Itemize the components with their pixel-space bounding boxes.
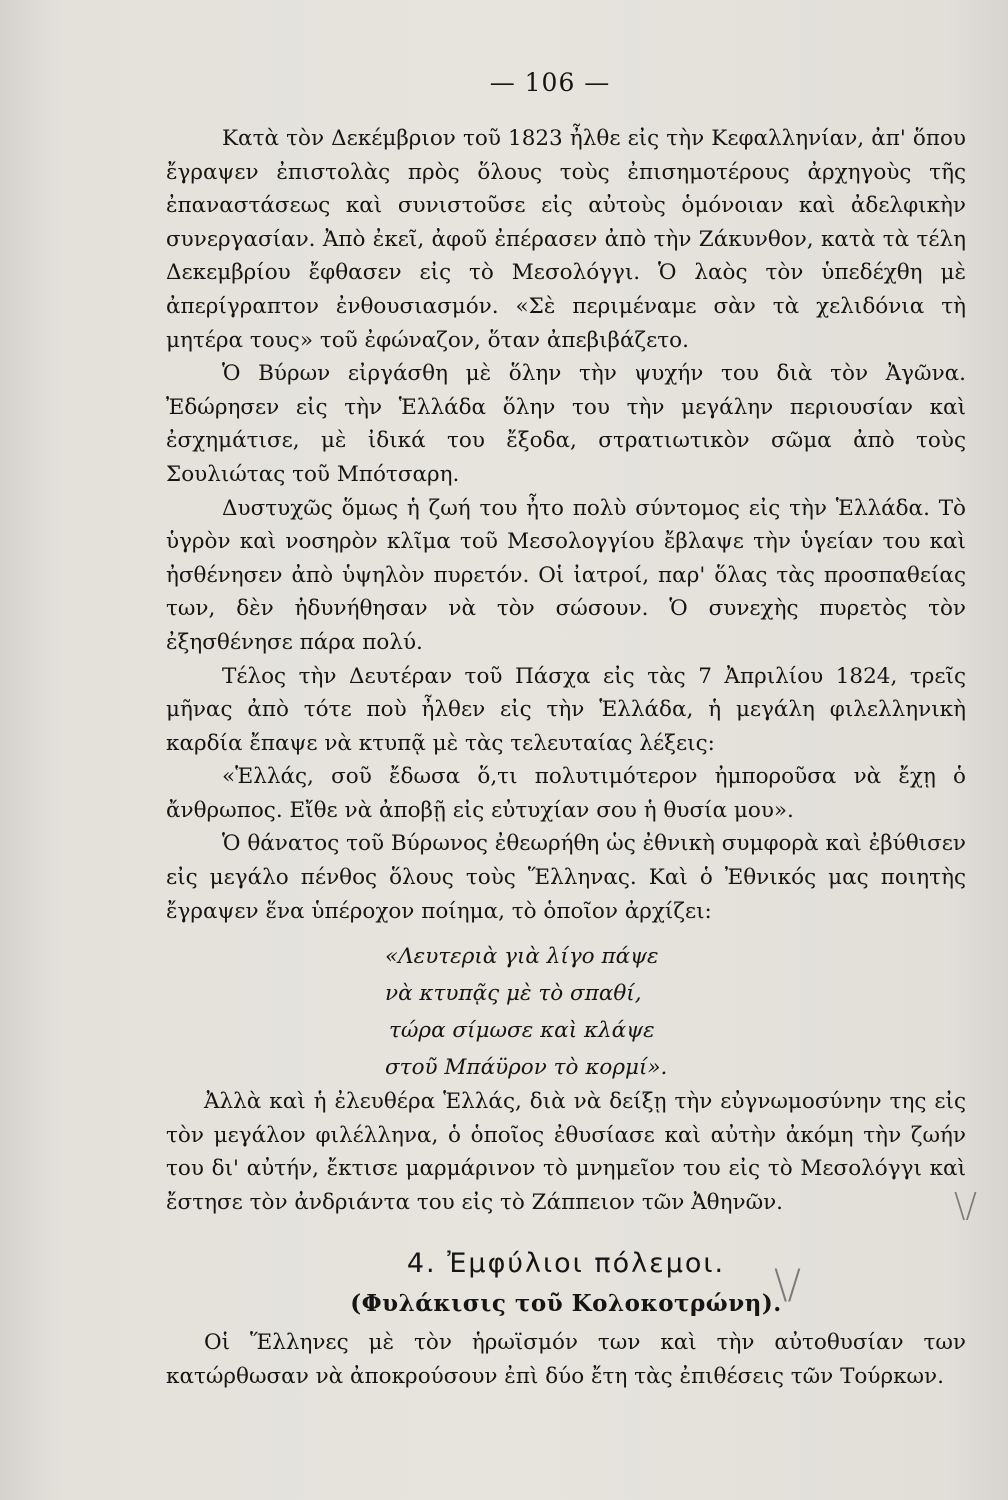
pencil-check-mark: \/ <box>774 1262 801 1308</box>
paragraph-last-words: «Ἑλλάς, σοῦ ἔδωσα ὅ,τι πολυτιμότερον ἠμποροῦσα νὰ ἔχῃ ὁ ἄνθρωπος. Εἴθε νὰ ἀποβῇ εἰς εὐτυχίαν σου ἡ θυσία μου». <box>166 764 966 823</box>
poem-stanza <box>385 938 805 1086</box>
pencil-check-mark: \/ <box>954 1186 977 1226</box>
paragraph-after-poem-block <box>166 1085 966 1219</box>
poem-line: «Λευτεριὰ γιὰ λίγο πάψε <box>385 944 659 969</box>
closing-text-block <box>166 1326 966 1393</box>
paragraph-arrival: Κατὰ τὸν Δεκέμβριον τοῦ 1823 ἦλθε εἰς τὴν Κεφαλληνίαν, ἀπ' ὅπου ἔγραψεν ἐπιστολὰς πρὸς ὅλους τοὺς ἐπισημοτέρους ἀρχηγοὺς τῆς ἐπαναστάσεως καὶ συνιστοῦσε εἰς αὐτοὺς ὁμόνοιαν καὶ ἀδελφικὴν συνεργασίαν. Ἀπὸ ἐκεῖ, ἀφοῦ ἐπέρασεν ἀπὸ τὴν Ζάκυνθον, κατὰ τὰ τέλη Δεκεμβρίου ἔφθασεν εἰς τὸ Μεσολόγγι. Ὁ λαὸς τὸν ὑπεδέχθη μὲ ἀπερίγραπτον ἐνθουσιασμόν. «Σὲ περιμέναμε σὰν τὰ χελιδόνια τὴ μητέρα τους» τοῦ ἐφώναζον, ὅταν ἀπεβιβάζετο. <box>166 126 966 353</box>
paragraph-civil-wars: Οἱ Ἕλληνες μὲ τὸν ἡρωϊσμόν των καὶ τὴν αὐτοθυσίαν των κατώρθωσαν νὰ ἀποκρούσουν ἐπὶ δύο ἔτη τὰς ἐπιθέσεις τῶν Τούρκων. <box>166 1330 966 1389</box>
section-subtitle: (Φυλάκισις τοῦ Κολοκοτρώνη). <box>350 1290 782 1317</box>
poem-line: στοῦ Μπάϋρον τὸ κορμί». <box>385 1055 668 1080</box>
section-title: 4. Ἐμφύλιοι πόλεμοι. <box>406 1248 726 1279</box>
paragraph-mourning: Ὁ θάνατος τοῦ Βύρωνος ἐθεωρήθη ὡς ἐθνικὴ συμφορὰ καὶ ἐβύθισεν εἰς μεγάλο πένθος ὅλους τοὺς Ἕλληνας. Καὶ ὁ Ἐθνικός μας ποιητὴς ἔγραψεν ἕνα ὑπέροχον ποίημα, τὸ ὁποῖον ἀρχίζει: <box>166 831 966 924</box>
page-number: — 106 — <box>489 68 611 97</box>
poem-line: τώρα σίμωσε καὶ κλάψε <box>389 1018 655 1043</box>
paragraph-monument: Ἀλλὰ καὶ ἡ ἐλευθέρα Ἑλλάς, διὰ νὰ δείξῃ τὴν εὐγνωμοσύνην της εἰς τὸν μεγάλον φιλέλληνα, ὁ ὁποῖος ἐθυσίασε καὶ αὐτὴν ἀκόμη τὴν ζωήν του δι' αὐτήν, ἔκτισε μαρμάρινον τὸ μνημεῖον του εἰς τὸ Μεσολόγγι καὶ ἔστησε τὸν ἀνδριάντα του εἰς τὸ Ζάππειον τῶν Ἀθηνῶν. <box>166 1089 966 1215</box>
paragraph-illness: Δυστυχῶς ὅμως ἡ ζωή του ἦτο πολὺ σύντομος εἰς τὴν Ἑλλάδα. Τὸ ὑγρὸν καὶ νοσηρὸν κλῖμα τοῦ Μεσολογγίου ἔβλαψε τὴν ὑγείαν του καὶ ἠσθένησεν ἀπὸ ὑψηλὸν πυρετόν. Οἱ ἰατροί, παρ' ὅλας τὰς προσπαθείας των, δὲν ἠδυνήθησαν νὰ τὸν σώσουν. Ὁ συνεχὴς πυρετὸς τὸν ἐξησθένησε πάρα πολύ. <box>166 495 966 655</box>
main-text-block <box>166 122 966 928</box>
poem-line: νὰ κτυπᾷς μὲ τὸ σπαθί, <box>385 981 642 1006</box>
paragraph-byron-work: Ὁ Βύρων εἰργάσθη μὲ ὅλην τὴν ψυχήν του διὰ τὸν Ἀγῶνα. Ἐδώρησεν εἰς τὴν Ἑλλάδα ὅλην του τὴν μεγάλην περιουσίαν καὶ ἐσχημάτισε, μὲ ἰδικά του ἔξοδα, στρατιωτικὸν σῶμα ἀπὸ τοὺς Σουλιώτας τοῦ Μπότσαρη. <box>166 361 966 487</box>
paragraph-death: Τέλος τὴν Δευτέραν τοῦ Πάσχα εἰς τὰς 7 Ἀπριλίου 1824, τρεῖς μῆνας ἀπὸ τότε ποὺ ἦλθεν εἰς τὴν Ἑλλάδα, ἡ μεγάλη φιλελληνικὴ καρδία ἔπαψε νὰ κτυπᾷ μὲ τὰς τελευταίας λέξεις: <box>166 663 966 756</box>
